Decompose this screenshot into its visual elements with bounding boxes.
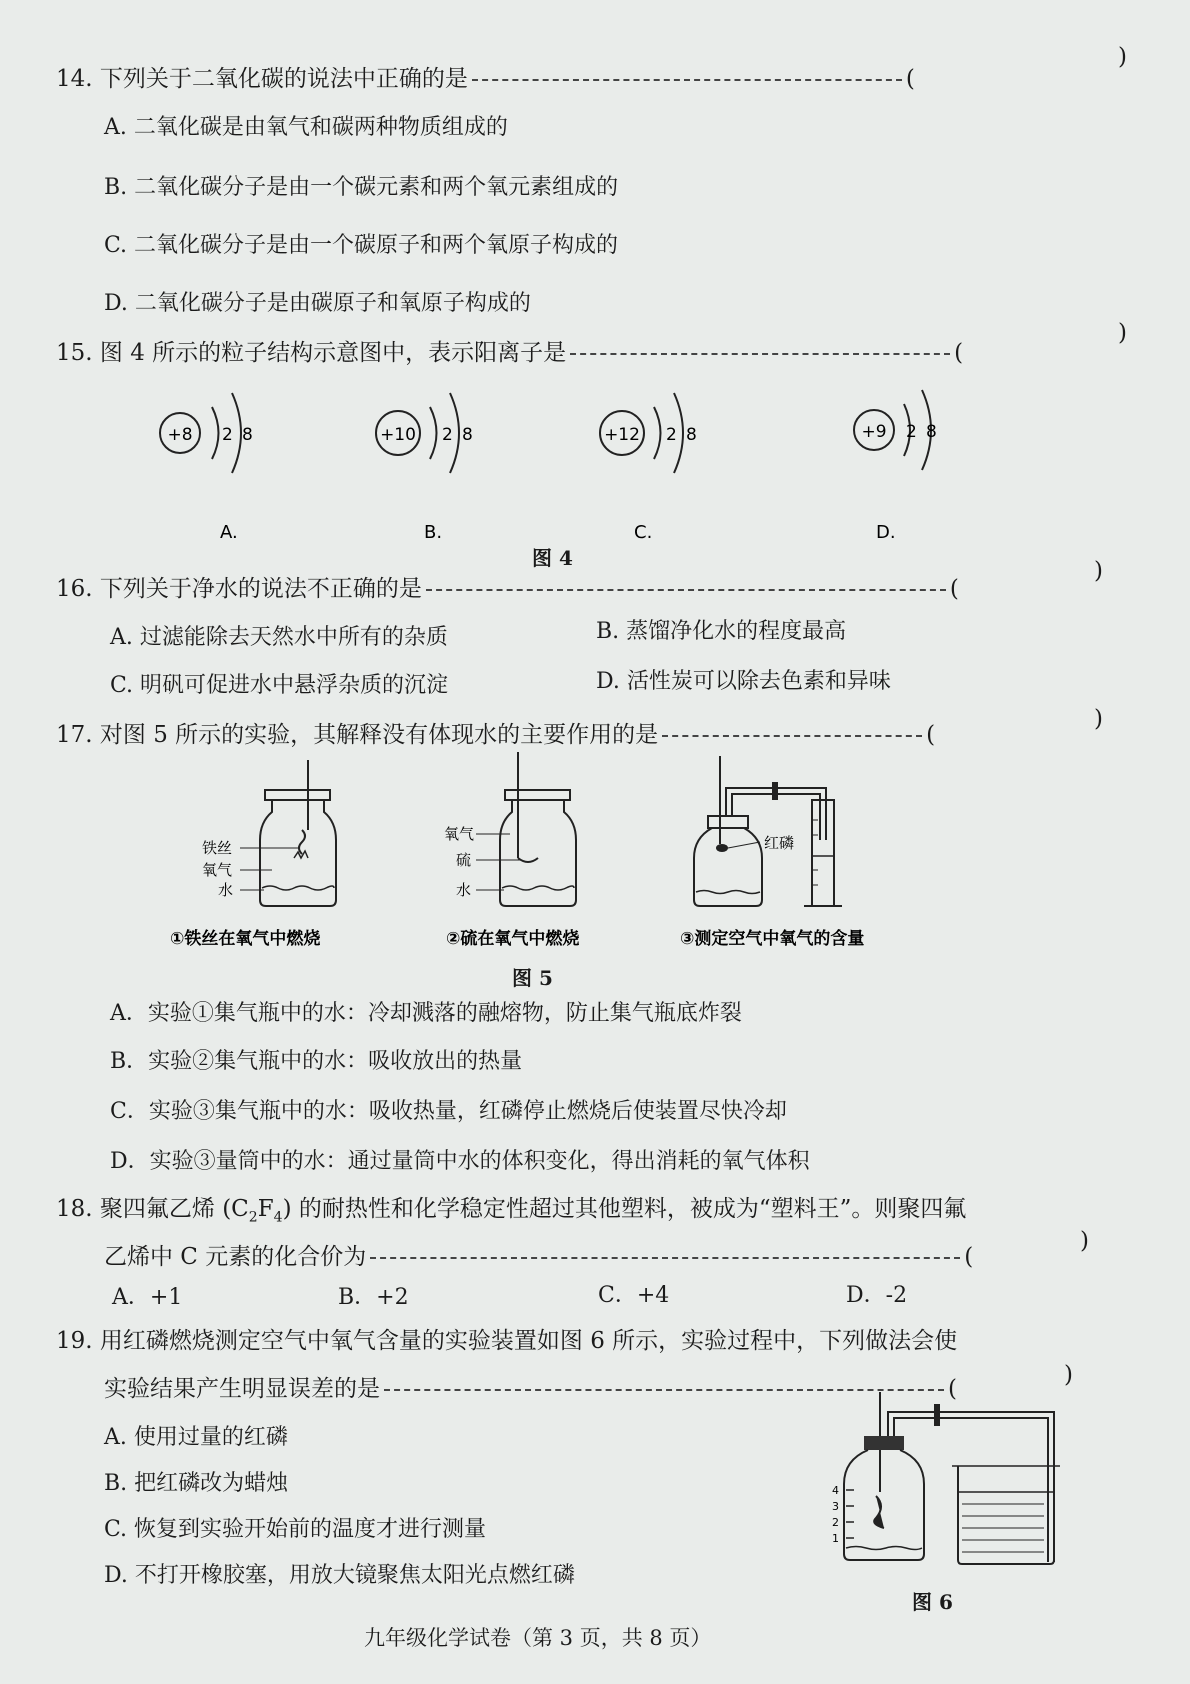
q14-option-a: A. 二氧化碳是由氧气和碳两种物质组成的 (104, 115, 508, 140)
figure-4-caption: 图 4 (532, 546, 573, 570)
q19-stem-line2: 实验结果产生明显误差的是 ( (104, 1376, 957, 1402)
particle-c-label: C. (634, 522, 653, 543)
q16-option-c: C. 明矾可促进水中悬浮杂质的沉淀 (110, 673, 449, 698)
q15-stem: 15. 图 4 所示的粒子结构示意图中，表示阳离子是 ( (56, 340, 964, 366)
figure-5-experiments (170, 760, 1020, 960)
fig5-label-iron-wire: 铁丝 (202, 839, 233, 857)
particle-a-label: A. (220, 522, 238, 543)
q19-option-a: A. 使用过量的红磷 (104, 1425, 288, 1450)
fig5-label-sulfur: 硫 (456, 851, 472, 869)
particle-d-shell2: 8 (926, 422, 937, 442)
q18-paren-close: ) (1080, 1228, 1089, 1254)
fig5-sulfur-bottle (444, 752, 576, 906)
particle-d-nucleus: +9 (861, 422, 887, 442)
q19-stem-line1: 19. 用红磷燃烧测定空气中氧气含量的实验装置如图 6 所示，实验过程中，下列做法会使 (56, 1328, 958, 1354)
figure-6-apparatus (826, 1392, 1126, 1572)
particle-b-label: B. (424, 522, 443, 543)
fig6-scale-1: 1 (832, 1532, 839, 1545)
particle-a-shell1: 2 (222, 425, 233, 445)
figure-6-caption: 图 6 (912, 1590, 953, 1614)
q14-option-b: B. 二氧化碳分子是由一个碳元素和两个氧元素组成的 (104, 175, 619, 200)
q15-paren-close: ) (1118, 320, 1127, 346)
fig5-label-oxygen-1: 氧气 (202, 861, 233, 879)
q17-option-b: B．实验②集气瓶中的水：吸收放出的热量 (110, 1049, 523, 1074)
q18-option-a: A．+1 (112, 1285, 183, 1310)
q16-stem: 16. 下列关于净水的说法不正确的是 ( (56, 576, 959, 602)
particle-a (160, 393, 253, 543)
q14-option-c: C. 二氧化碳分子是由一个碳原子和两个氧原子构成的 (104, 233, 619, 258)
q19-option-d: D. 不打开橡胶塞，用放大镜聚焦太阳光点燃红磷 (104, 1563, 575, 1588)
fig6-scale-3: 3 (832, 1500, 839, 1513)
particle-b-shell1: 2 (442, 425, 453, 445)
particle-c (600, 393, 697, 543)
fig5-phosphorus-apparatus (694, 756, 842, 906)
particle-c-shell1: 2 (666, 425, 677, 445)
q19-paren-close: ) (1064, 1362, 1073, 1388)
q14-stem: 14. 下列关于二氧化碳的说法中正确的是 ( (56, 66, 915, 92)
fig5-label-red-phosphorus: 红磷 (764, 834, 795, 852)
q19-option-c: C. 恢复到实验开始前的温度才进行测量 (104, 1517, 487, 1542)
q18-stem-line1: 18. 聚四氟乙烯 $(C_2F_4)$ 的耐热性和化学稳定性超过其他塑料，被成为“塑料王”。则聚四氟 (56, 1196, 967, 1226)
q17-option-c: C．实验③集气瓶中的水：吸收热量，红磷停止燃烧后使装置尽快冷却 (110, 1099, 787, 1124)
figure-4-particles (150, 378, 1130, 543)
particle-d-shell1: 2 (906, 422, 917, 442)
particle-b-nucleus: +10 (380, 425, 416, 445)
fig5-label-oxygen-2: 氧气 (444, 825, 475, 843)
fig5-caption-2: ②硫在氧气中燃烧 (446, 929, 580, 949)
q18-option-b: B．+2 (338, 1285, 409, 1310)
particle-c-nucleus: +12 (604, 425, 640, 445)
q14-option-d: D. 二氧化碳分子是由碳原子和氧原子构成的 (104, 291, 531, 316)
fig6-scale-2: 2 (832, 1516, 839, 1529)
particle-b-shell2: 8 (462, 425, 473, 445)
q16-option-d: D. 活性炭可以除去色素和异味 (596, 669, 891, 694)
fig6-scale-4: 4 (832, 1484, 839, 1497)
q16-option-a: A. 过滤能除去天然水中所有的杂质 (110, 625, 448, 650)
particle-d-label: D. (876, 522, 896, 543)
q18-stem-line2: 乙烯中 C 元素的化合价为 ( (104, 1244, 974, 1270)
q17-option-a: A．实验①集气瓶中的水：冷却溅落的融熔物，防止集气瓶底炸裂 (110, 1001, 742, 1026)
fig5-label-water-2: 水 (456, 881, 472, 899)
fig5-caption-1: ①铁丝在氧气中燃烧 (170, 929, 321, 949)
particle-b (376, 393, 473, 543)
fig5-iron-wire-bottle (202, 760, 336, 906)
fig5-caption-3: ③测定空气中氧气的含量 (680, 929, 865, 949)
q14-paren-close: ) (1118, 44, 1127, 70)
figure-5-caption: 图 5 (512, 966, 553, 990)
q17-paren-close: ) (1094, 706, 1103, 732)
particle-a-shell2: 8 (242, 425, 253, 445)
q16-paren-close: ) (1094, 558, 1103, 584)
particle-c-shell2: 8 (686, 425, 697, 445)
particle-a-nucleus: +8 (167, 425, 193, 445)
q16-option-b: B. 蒸馏净化水的程度最高 (596, 619, 847, 644)
q17-option-d: D．实验③量筒中的水：通过量筒中水的体积变化，得出消耗的氧气体积 (110, 1149, 810, 1174)
page-footer: 九年级化学试卷（第 3 页，共 8 页） (364, 1626, 712, 1650)
q18-option-d: D．-2 (846, 1283, 908, 1308)
q18-option-c: C．+4 (598, 1283, 670, 1308)
fig5-label-water-1: 水 (218, 881, 234, 899)
q19-option-b: B. 把红磷改为蜡烛 (104, 1471, 289, 1496)
q17-stem: 17. 对图 5 所示的实验，其解释没有体现水的主要作用的是 ( (56, 722, 936, 748)
particle-d (854, 390, 937, 543)
